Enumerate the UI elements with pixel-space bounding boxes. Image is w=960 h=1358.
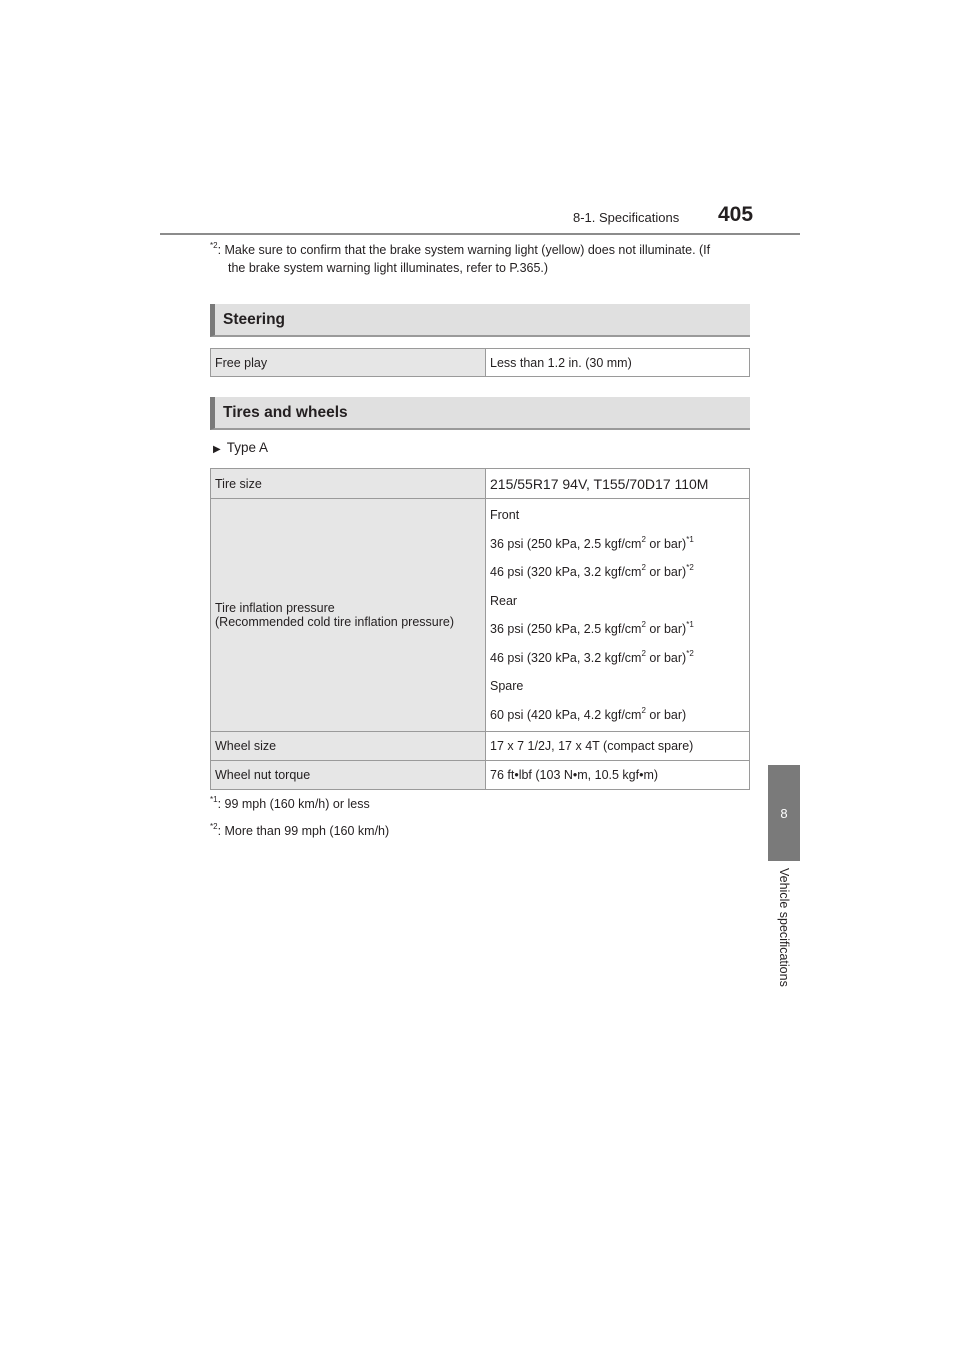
- nut-torque-value: 76 ft•lbf (103 N•m, 10.5 kgf•m): [486, 761, 750, 790]
- tires-table: [210, 468, 750, 790]
- note-line-2: the brake system warning light illuminates, refer to P.365.): [228, 261, 549, 275]
- pressure-values: [486, 499, 750, 732]
- front-label: Front: [490, 508, 520, 522]
- spare-pressure: 60 psi (420 kPa, 4.2 kgf/$cm^2$ or bar): [490, 705, 687, 722]
- note-marker: *2: [210, 241, 218, 250]
- rear-label: Rear: [490, 593, 518, 608]
- chapter-tab[interactable]: 8: [768, 765, 800, 861]
- pressure-label-line-1: Tire inflation pressure: [215, 601, 335, 615]
- chapter-label-text: Vehicle specifications: [777, 868, 791, 987]
- wheel-size-value: 17 x 7 1/2J, 17 x 4T (compact spare): [486, 732, 750, 761]
- tires-heading: [210, 397, 750, 430]
- section-title: 8-1. Specifications: [573, 210, 680, 225]
- footnote-2-text: : More than 99 mph (160 km/h): [217, 824, 390, 838]
- footnote-2-marker: *2: [210, 822, 218, 831]
- brake-warning-note: [210, 241, 770, 277]
- front-pressure-high-speed: 46 psi (320 kPa, 3.2 kgf/$cm^2$ or bar)$^{*2}$: [490, 563, 694, 579]
- table-row: [211, 499, 750, 732]
- table-row: [211, 349, 750, 377]
- pressure-label-line-2: (Recommended cold tire inflation pressure): [215, 615, 454, 629]
- steering-title: Steering: [223, 311, 286, 328]
- rear-pressure-high-speed: 46 psi (320 kPa, 3.2 kgf/$cm^2$ or bar)$^{*2}$: [490, 648, 694, 665]
- tire-size-value: 215/55R17 94V, T155/70D17 110M: [486, 469, 750, 499]
- footnote-1: [210, 795, 370, 813]
- free-play-label: Free play: [211, 349, 486, 377]
- footnote-2: [210, 822, 389, 840]
- nut-torque-label: Wheel nut torque: [211, 761, 486, 790]
- type-label-text: Type A: [226, 440, 268, 455]
- table-row: [211, 761, 750, 790]
- rear-pressure-normal: 36 psi (250 kPa, 2.5 kgf/$cm^2$ or bar)$^{*1}$: [490, 620, 694, 636]
- pressure-label: [211, 499, 486, 732]
- wheel-size-label: Wheel size: [211, 732, 486, 761]
- table-row: [211, 469, 750, 499]
- steering-heading: [210, 304, 750, 337]
- triangle-bullet-icon: ▶: [213, 444, 221, 455]
- front-pressure-normal: 36 psi (250 kPa, 2.5 kgf/$cm^2$ or bar)$^{*1}$: [490, 534, 694, 551]
- steering-table: [210, 348, 750, 377]
- free-play-value: Less than 1.2 in. (30 mm): [486, 349, 750, 377]
- chapter-label: [766, 868, 802, 1018]
- note-line-1: : Make sure to confirm that the brake system warning light (yellow) does not illuminate. (If: [217, 243, 711, 257]
- tires-title: Tires and wheels: [223, 404, 348, 421]
- page-number: 405: [718, 203, 754, 226]
- spare-label: Spare: [490, 679, 524, 693]
- header-divider: [160, 233, 800, 235]
- tire-size-label: Tire size: [211, 469, 486, 499]
- footnote-1-text: : 99 mph (160 km/h) or less: [217, 797, 370, 811]
- type-label: [213, 440, 268, 455]
- table-row: [211, 732, 750, 761]
- footnote-1-marker: *1: [210, 795, 218, 804]
